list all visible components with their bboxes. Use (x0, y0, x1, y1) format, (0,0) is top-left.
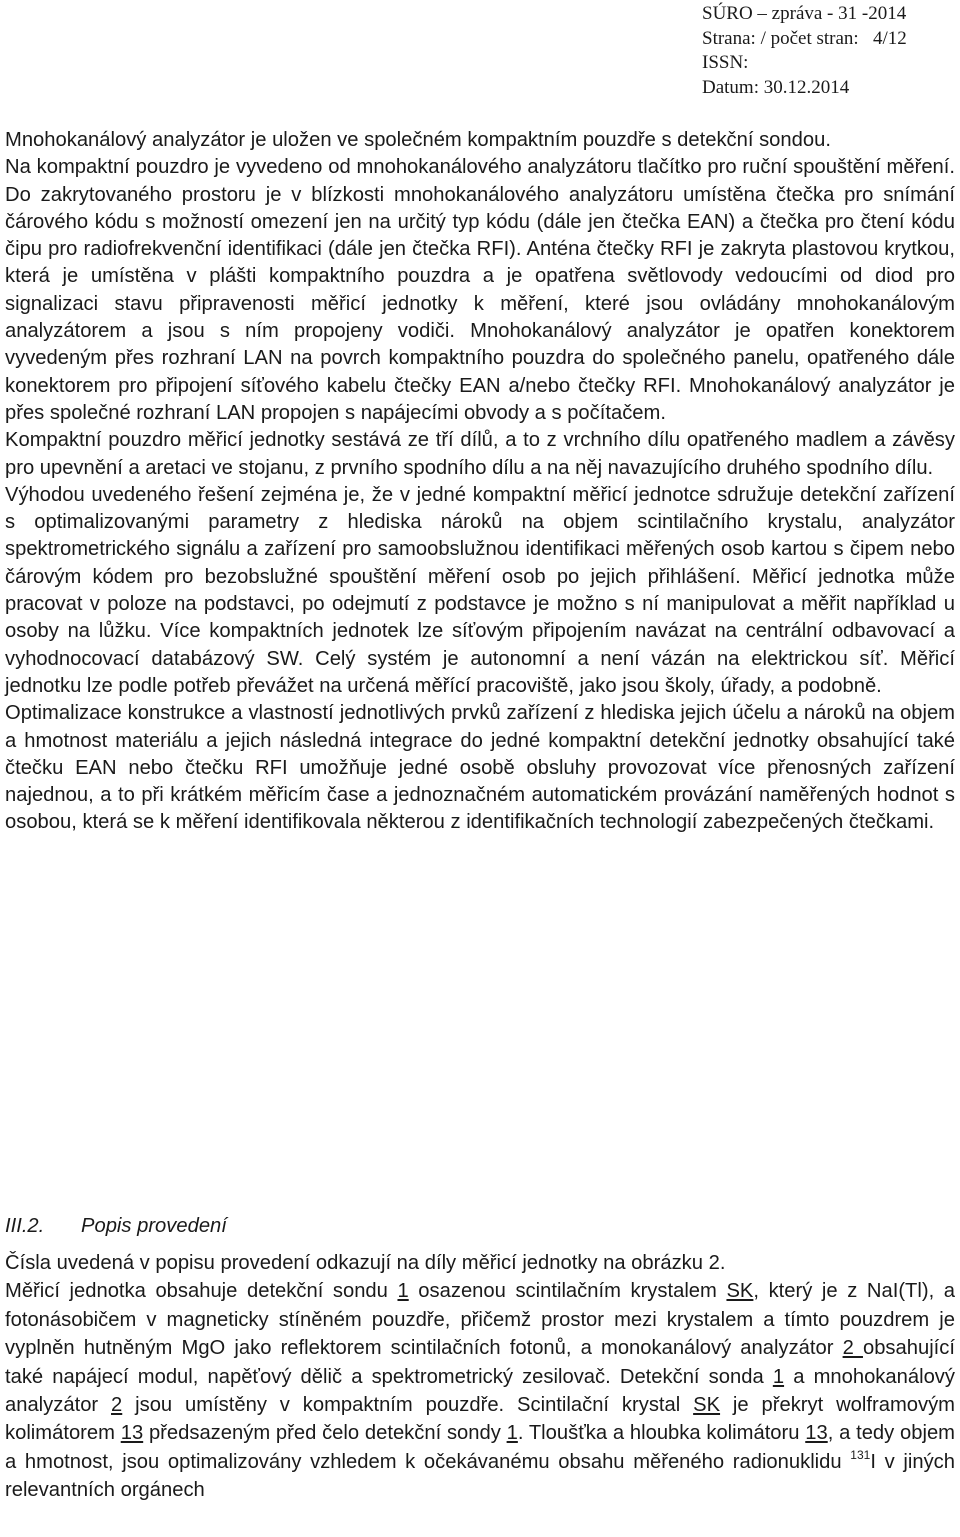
text-run: I v jiných relevantních orgánech (5, 1450, 955, 1502)
reference-number: 1 (506, 1422, 518, 1445)
text-run: předsazeným před čelo detekční sondy (143, 1422, 507, 1445)
text-run: . Tloušťka a hloubka kolimátoru (517, 1422, 806, 1445)
paragraph: Na kompaktní pouzdro je vyvedeno od mnohokanálového analyzátoru tlačítko pro ruční spouštění měření. Do zakrytovaného prostoru je v blízkosti mnohokanálového analyzátoru umístěna čtečka pro snímání čárového kódu s možností omezení jen na určitý typ kódu (dále jen čtečka EAN) a čtečka pro čtení kódu čipu pro radiofrekvenční identifikaci (dále jen čtečka RFI). Anténa čtečky RFI je zakryta plastovou krytkou, která je umístěna v plášti kompaktního pouzdra a je opatřena světlovody vedoucími od diod pro signalizaci stavu připravenosti měřicí jednotky k měření, které jsou ovládány mnohokanálovým analyzátorem a jsou s ním propojeny vodiči. Mnohokanálový analyzátor je opatřen konektorem vyvedeným přes rozhraní LAN na povrch kompaktního pouzdra do společného panelu, opatřeného dále konektorem pro připojení síťového kabelu čtečky EAN a/nebo čtečky RFI. Mnohokanálový analyzátor je přes společné rozhraní LAN propojen s napájecími obvody a s počítačem. (5, 156, 955, 424)
text-run: je překryt wolframovým kolimátorem (5, 1394, 955, 1445)
section-number: III.2. (5, 1215, 45, 1237)
text-run: osazenou scintilačním krystalem (408, 1280, 727, 1303)
document-header (702, 2, 932, 100)
header-report-title: SÚRO – zpráva - 31 -2014 (702, 3, 907, 24)
header-issn: ISSN: (702, 52, 749, 73)
paragraph: Mnohokanálový analyzátor je uložen ve společném kompaktním pouzdře s detekční sondou. (5, 129, 831, 151)
paragraph: Výhodou uvedeného řešení zejména je, že v jedné kompaktní měřicí jednotce sdružuje detekční zařízení s optimalizovanými parametry z hlediska nároků na objem scintilačního krystalu, analyzátor spektrometrického signálu a zařízení pro samoobslužnou identifikaci měřených osob kartou s čipem nebo čárovým kódem pro bezobslužné spouštění měření osob po jejich přihlášení. Měřicí jednotka může pracovat v poloze na podstavci, po odejmutí z podstavce je možno s ní manipulovat a měřit například u osoby na lůžku. Více kompaktních jednotek lze síťovým připojením navázat na centrální odbavovací a vyhodnocovací databázový SW. Celý systém je autonomní a není vázán na elektrickou síť. Měřicí jednotku lze podle potřeb převážet na určená měřící pracoviště, jako jsou školy, úřady, a podobně. (5, 483, 955, 697)
reference-number: SK (693, 1394, 721, 1417)
text-run: a mnohokanálový analyzátor (5, 1365, 955, 1417)
reference-number: 13 (805, 1422, 828, 1445)
header-date: Datum: 30.12.2014 (702, 76, 850, 98)
text-run: jsou umístěny v kompaktním pouzdře. Scintilační krystal (122, 1394, 694, 1417)
reference-number: 1 (397, 1280, 409, 1303)
section-intro: Čísla uvedená v popisu provedení odkazují na díly měřicí jednotky na obrázku 2. (5, 1252, 726, 1274)
text-run: Měřicí jednotka obsahuje detekční sondu (5, 1280, 398, 1303)
reference-number: 2 (111, 1394, 123, 1417)
section-body (5, 1249, 955, 1505)
section-heading (5, 1213, 955, 1240)
reference-number: 1 (772, 1365, 785, 1388)
paragraph: Kompaktní pouzdro měřicí jednotky sestává ze tří dílů, a to z vrchního dílu opatřeného madlem a závěsy pro upevnění a aretaci ve stojanu, z prvního spodního dílu a na něj navazujícího druhého spodního dílu. (5, 429, 955, 479)
document-body (5, 127, 955, 837)
section-description (5, 1277, 955, 1504)
header-page-count: Strana: / počet stran: 4/12 (702, 27, 907, 49)
reference-number: 13 (120, 1422, 144, 1445)
reference-number: 2 (842, 1337, 863, 1360)
text-run: obsahující také napájecí modul, napěťový dělič a spektrometrický zesilovač. Detekční sonda (5, 1337, 955, 1388)
text-run: , a tedy objem a hmotnost, jsou optimalizovány vzhledem k očekávanému obsahu měřeného radionuklidu (5, 1422, 955, 1473)
isotope-mass-number: 131 (850, 1447, 871, 1462)
paragraph: Optimalizace konstrukce a vlastností jednotlivých prvků zařízení z hlediska jejich účelu a nároků na objem a hmotnost materiálu a jejich následná integrace do jedné kompaktní detekční jednotky obsahující také čtečku EAN nebo čtečku RFI umožňuje jedné osobě obsluhy provozovat více přenosných zařízení najednou, a to při krátkém měřicím čase a jednoznačném automatickém provázání naměřených hodnot s osobou, která se k měření identifikovala některou z identifikačních technologií zabezpečených čtečkami. (5, 702, 955, 834)
section-title: Popis provedení (81, 1215, 227, 1237)
reference-number: SK (726, 1280, 754, 1303)
text-run: , který je z NaI(Tl), a fotonásobičem v magneticky stíněném pouzdře, přičemž prostor mezi krystalem a tímto pouzdrem je vyplněn hutněným MgO jako reflektorem scintilačních fotonů, a monokanálový analyzátor (5, 1280, 956, 1360)
